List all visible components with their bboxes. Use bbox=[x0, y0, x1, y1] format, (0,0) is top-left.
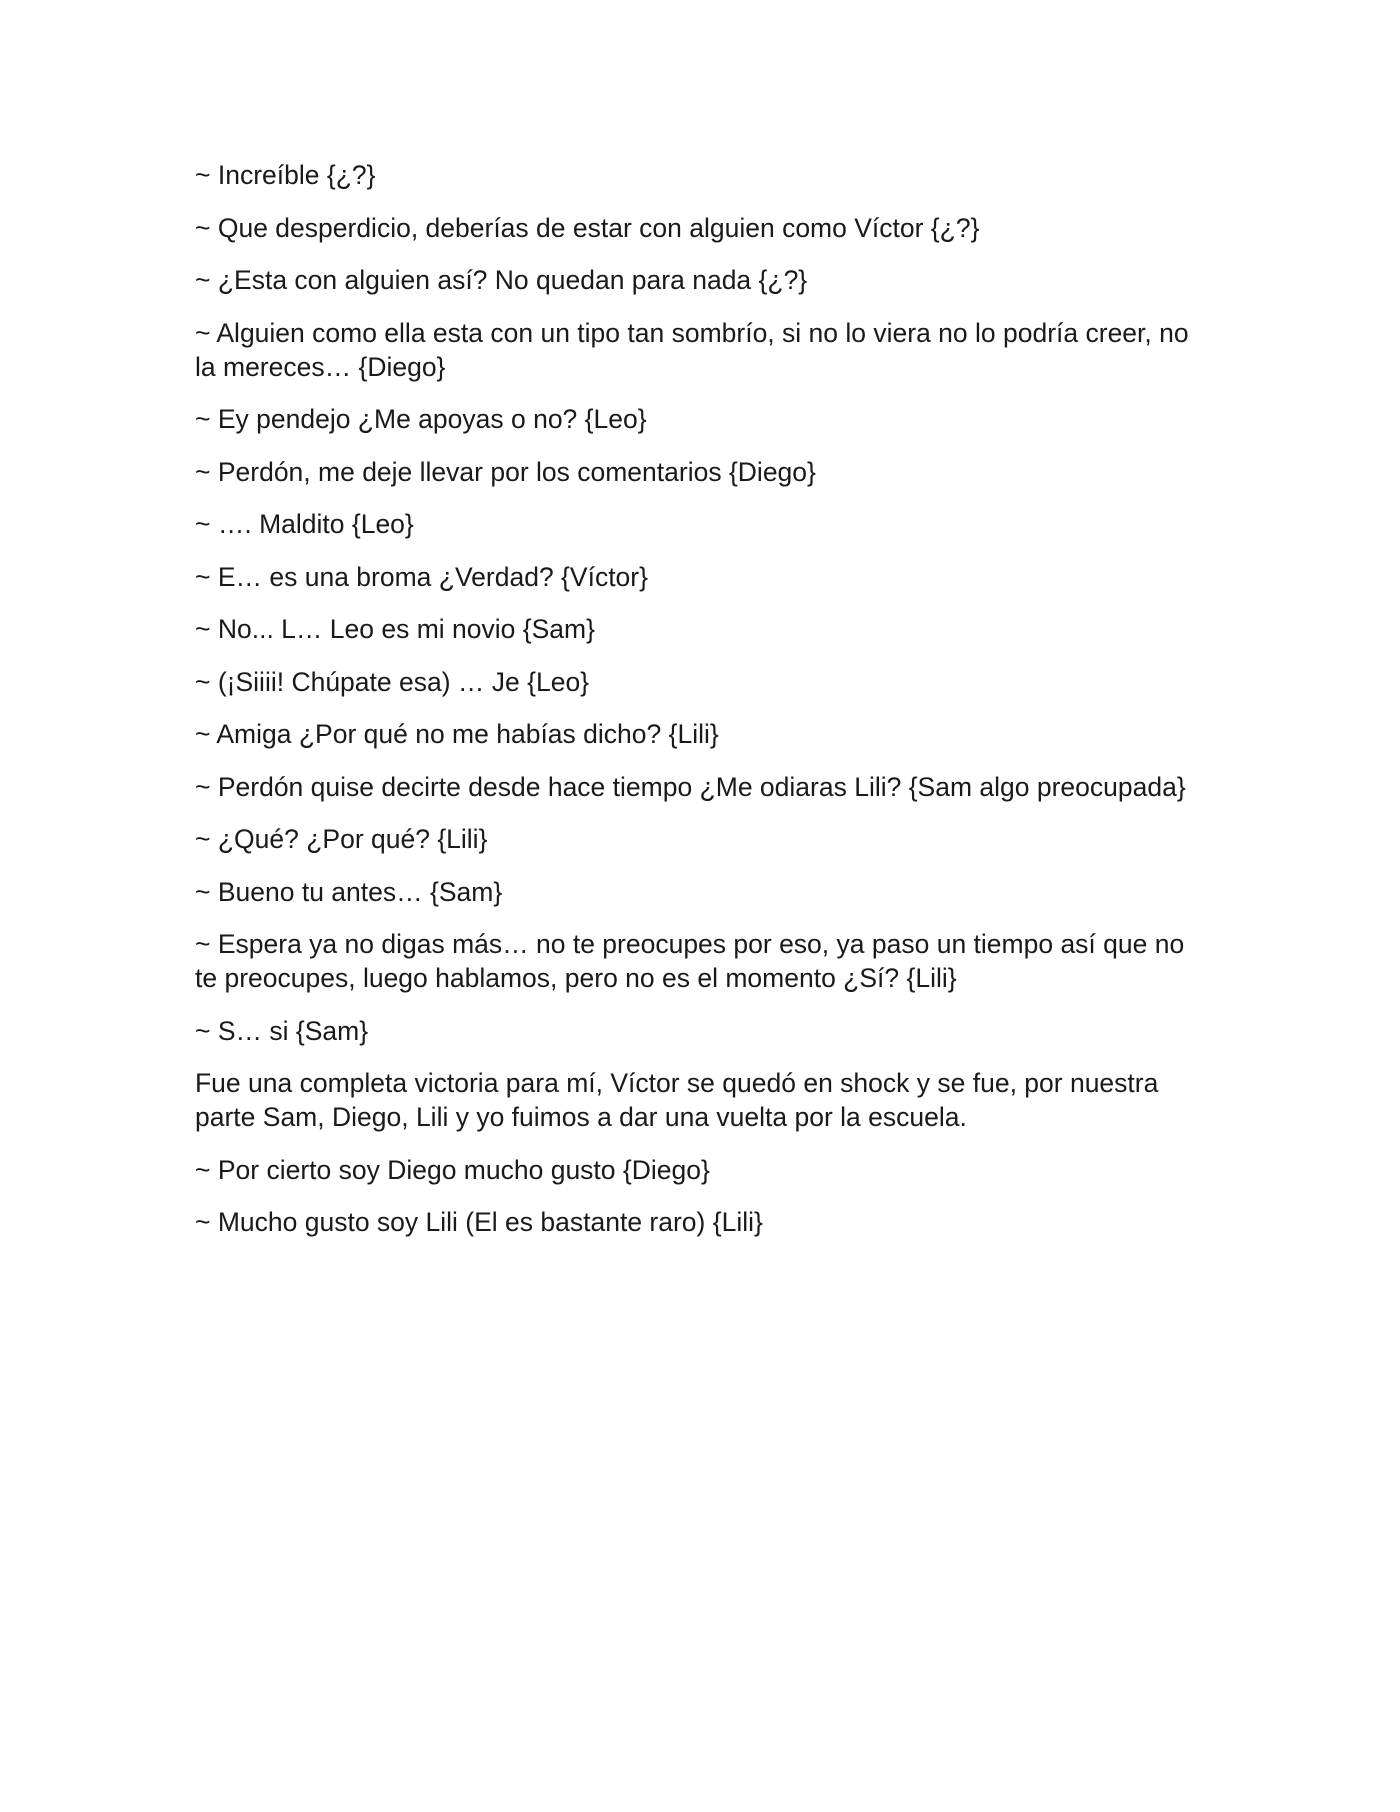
paragraph: ~ Que desperdicio, deberías de estar con alguien como Víctor {¿?} bbox=[195, 212, 980, 243]
document-body bbox=[195, 158, 1210, 1258]
paragraph: ~ …. Maldito {Leo} bbox=[195, 509, 414, 539]
paragraph: ~ S… si {Sam} bbox=[195, 1015, 369, 1046]
paragraph: ~ Perdón, me deje llevar por los comentarios {Diego} bbox=[195, 456, 816, 487]
narration-paragraph: Fue una completa victoria para mí, Víctor se quedó en shock y se fue, por nuestra parte Sam, Diego, Lili y yo fuimos a dar una vuelta por la escuela. bbox=[195, 1068, 1159, 1132]
paragraph: ~ Increíble {¿?} bbox=[195, 160, 376, 190]
paragraph: ~ Mucho gusto soy Lili (El es bastante raro) {Lili} bbox=[195, 1207, 763, 1237]
paragraph: ~ Amiga ¿Por qué no me habías dicho? {Lili} bbox=[195, 719, 719, 749]
paragraph: ~ Perdón quise decirte desde hace tiempo ¿Me odiaras Lili? {Sam algo preocupada} bbox=[195, 771, 1186, 802]
paragraph: ~ (¡Siiii! Chúpate esa) … Je {Leo} bbox=[195, 666, 590, 697]
paragraph: ~ Por cierto soy Diego mucho gusto {Diego} bbox=[195, 1154, 710, 1185]
paragraph: ~ Ey pendejo ¿Me apoyas o no? {Leo} bbox=[195, 404, 647, 434]
paragraph: ~ Alguien como ella esta con un tipo tan sombrío, si no lo viera no lo podría creer, no la mereces… {Diego} bbox=[195, 317, 1189, 382]
paragraph: ~ No... L… Leo es mi novio {Sam} bbox=[195, 614, 595, 644]
paragraph: ~ ¿Esta con alguien así? No quedan para nada {¿?} bbox=[195, 265, 808, 295]
paragraph: ~ Espera ya no digas más… no te preocupes por eso, ya paso un tiempo así que no te preocupes, luego hablamos, pero no es el momento ¿Sí? {Lili} bbox=[195, 929, 1185, 993]
paragraph: ~ E… es una broma ¿Verdad? {Víctor} bbox=[195, 561, 648, 592]
paragraph: ~ Bueno tu antes… {Sam} bbox=[195, 876, 503, 907]
paragraph: ~ ¿Qué? ¿Por qué? {Lili} bbox=[195, 824, 488, 854]
